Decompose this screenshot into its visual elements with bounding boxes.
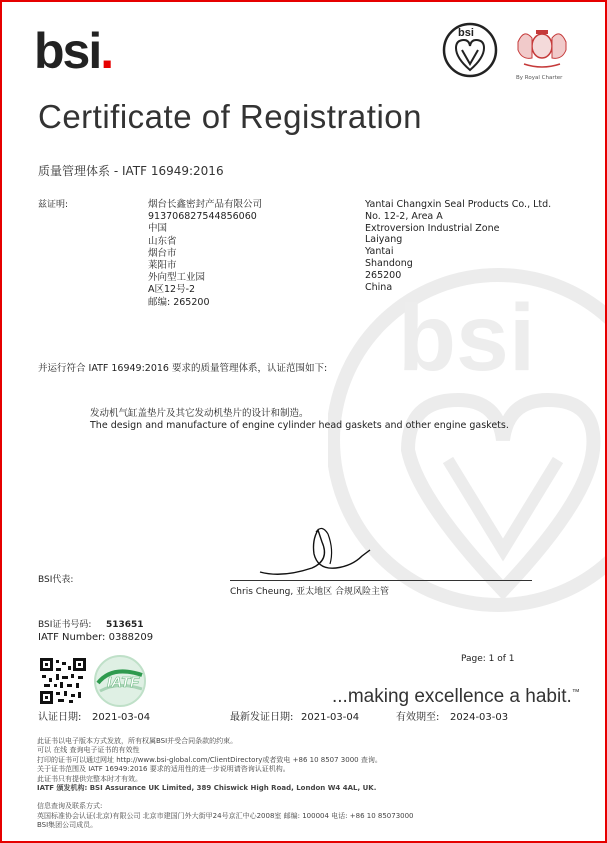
expiry-label: 有效期至: [396, 712, 440, 723]
signature-line [230, 580, 532, 581]
signatory-name: Chris Cheung, 亚太地区 合规风险主管 [230, 587, 389, 597]
cert-number: 513651 [106, 620, 144, 630]
footer-notes [37, 737, 414, 831]
footer-line: IATF 颁发机构: BSI Assurance UK Limited, 389 Chiswick High Road, London W4 4AL, UK. [37, 784, 377, 793]
iatf-logo-icon [92, 653, 148, 709]
footer-line: 可以 在线 查询电子证书的有效性 [37, 746, 140, 755]
address-line: 山东省 [148, 235, 177, 247]
expiry-date: 2024-03-03 [450, 712, 509, 723]
svg-text:bsi: bsi [458, 27, 474, 39]
tagline: ...making excellence a habit.™ [332, 686, 580, 707]
footer-line: 信息查询及联系方式: [37, 802, 103, 811]
address-line: Shandong [365, 257, 413, 269]
address-line: Extroversion Industrial Zone [365, 222, 500, 234]
certification-scope [90, 408, 509, 432]
bsi-rep-label: BSI代表: [38, 575, 74, 585]
footer-line: 打印的证书可以通过网址 http://www.bsi-global.com/ClientDirectory或者致电 +86 10 8507 3000 查询。 [37, 755, 382, 764]
scope-cn: 发动机气缸盖垫片及其它发动机垫片的设计和制造。 [90, 408, 309, 419]
qr-code-icon [40, 658, 86, 704]
crest-caption: By Royal Charter [516, 75, 563, 81]
address-line: 外向型工业园 [148, 272, 206, 284]
address-line: Yantai [365, 246, 394, 258]
latest-issue-date: 2021-03-04 [301, 712, 360, 723]
footer-line: BSI集团公司成员。 [37, 821, 98, 830]
bsi-watermark [328, 250, 607, 670]
address-line: Yantai Changxin Seal Products Co., Ltd. [365, 199, 552, 210]
signature [252, 520, 382, 582]
scope-en: The design and manufacture of engine cylinder head gaskets and other engine gaskets. [90, 420, 509, 431]
address-line: No. 12-2, Area A [365, 210, 443, 222]
footer-line: 关于证书范围及 IATF 16949:2016 要求的适用性的进一步说明请咨询认证机构。 [37, 765, 290, 774]
address-line: China [365, 281, 393, 293]
kitemark-icon [442, 18, 498, 84]
address-line: 265200 [365, 269, 402, 281]
conformity-statement: 并运行符合 IATF 16949:2016 要求的质量管理体系，认证范围如下: [38, 363, 328, 374]
latest-issue-label: 最新发证日期: [230, 712, 294, 723]
address-line: A区12号-2 [148, 284, 196, 296]
cert-number-label: BSI证书号码: [38, 620, 92, 630]
footer-line: 此证书只有提供完整本时才有效。 [37, 774, 142, 783]
footer-line: 英国标准协会认证(北京)有限公司 北京市建国门外大街甲24号京汇中心2008室 邮编: 100004 电话: +86 10 85073000 [37, 811, 414, 820]
svg-text:IATF: IATF [107, 674, 140, 691]
royal-charter-crest-icon [514, 24, 570, 74]
company-address-cn [148, 199, 262, 309]
cert-date-label: 认证日期: [38, 712, 82, 723]
cert-date: 2021-03-04 [92, 712, 151, 723]
address-line: 中国 [148, 223, 168, 235]
scheme-label: 质量管理体系 - IATF 16949:2016 [38, 164, 224, 178]
company-address-en [365, 199, 551, 293]
address-line: 莱阳市 [148, 260, 177, 272]
address-line: 烟台长鑫密封产品有限公司 [148, 199, 263, 210]
footer-line: 此证书以电子版本方式发放，所有权属BSI并受合同条款的约束。 [37, 737, 238, 745]
iatf-number: IATF Number: 0388209 [38, 632, 154, 643]
address-line: Laiyang [365, 234, 403, 246]
address-line: 烟台市 [148, 247, 177, 259]
address-line: 邮编: 265200 [148, 296, 210, 308]
certificate-title: Certificate of Registration [38, 98, 422, 135]
page-indicator: Page: 1 of 1 [461, 654, 515, 664]
certify-label: 兹证明: [38, 200, 69, 210]
svg-text:bsi: bsi [398, 285, 536, 391]
address-line: 91370682754485606​0 [148, 211, 257, 223]
bsi-logo: bsi. [34, 23, 113, 79]
